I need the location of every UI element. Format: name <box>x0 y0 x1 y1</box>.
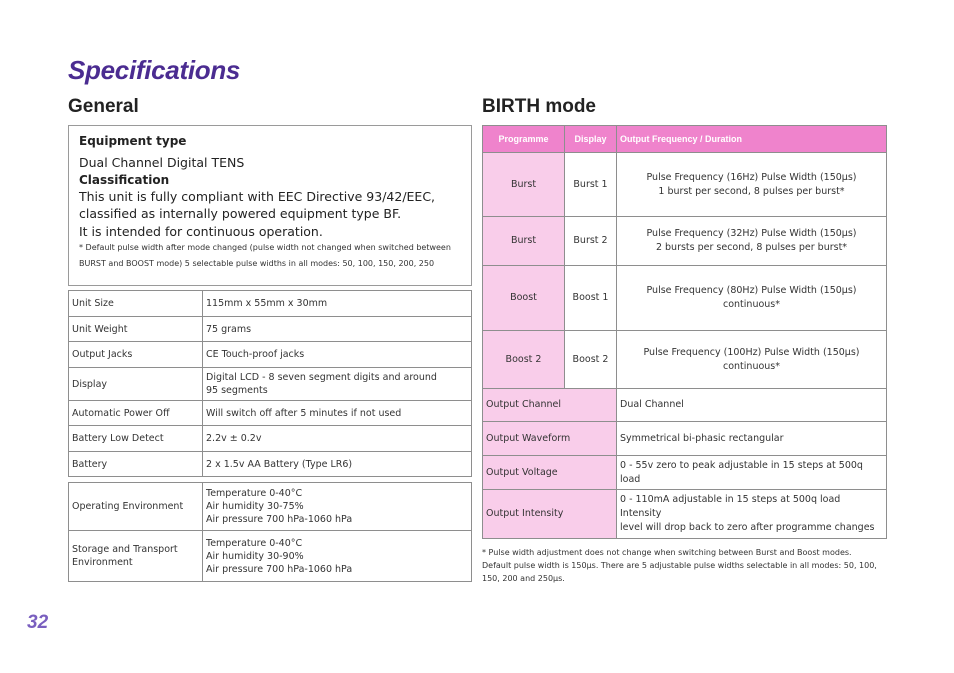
output-value: Dual Channel <box>617 389 887 422</box>
environment-table <box>68 482 472 582</box>
table-row <box>69 531 472 582</box>
classification-heading: Classification <box>79 172 170 187</box>
spec-label: Battery <box>69 452 203 477</box>
spec-label: Automatic Power Off <box>69 401 203 426</box>
spec-value: 2 x 1.5v AA Battery (Type LR6) <box>203 452 472 477</box>
header-output: Output Frequency / Duration <box>617 126 887 153</box>
header-display: Display <box>565 126 617 153</box>
output-cell <box>617 331 887 389</box>
output-line: continuous* <box>723 299 780 310</box>
env-value <box>203 531 472 582</box>
output-value-line: level will drop back to zero after programme changes <box>620 522 875 533</box>
table-row <box>69 368 472 401</box>
output-value <box>617 490 887 539</box>
output-line: 1 burst per second, 8 pulses per burst* <box>658 185 845 197</box>
birth-footnote <box>482 546 886 585</box>
footnote-line: 150, 200 and 250µs. <box>482 574 565 583</box>
spec-value: 75 grams <box>203 317 472 342</box>
spec-label: Output Jacks <box>69 342 203 368</box>
table-row <box>69 317 472 342</box>
spec-label: Unit Weight <box>69 317 203 342</box>
output-cell <box>617 266 887 331</box>
table-row <box>69 401 472 426</box>
spec-value: Will switch off after 5 minutes if not used <box>203 401 472 426</box>
output-line: continuous* <box>723 360 780 372</box>
general-heading: General <box>68 96 139 117</box>
output-label: Output Voltage <box>483 456 617 490</box>
footnote-line: Default pulse width is 150µs. There are 5 adjustable pulse widths selectable in all modes: 50, 100, <box>482 561 877 570</box>
table-row <box>69 426 472 452</box>
table-row <box>483 490 887 539</box>
output-value-line: 0 - 110mA adjustable in 15 steps at 500q load Intensity <box>620 494 841 519</box>
output-value: Symmetrical bi-phasic rectangular <box>617 422 887 456</box>
env-label <box>69 531 203 582</box>
page-title: Specifications <box>68 55 241 85</box>
equipment-footnote: * Default pulse width after mode changed (pulse width not changed when switched between <box>79 243 451 252</box>
equipment-type-heading: Equipment type <box>79 134 187 148</box>
spec-value: 115mm x 55mm x 30mm <box>203 291 472 317</box>
general-spec-table <box>68 290 472 477</box>
equipment-type-value: Dual Channel Digital TENS <box>79 155 245 170</box>
spec-value: CE Touch-proof jacks <box>203 342 472 368</box>
spec-value: 2.2v ± 0.2v <box>203 426 472 452</box>
table-row <box>483 456 887 490</box>
birth-mode-heading: BIRTH mode <box>482 96 596 117</box>
spec-value <box>203 368 472 401</box>
display-cell: Burst 1 <box>565 153 617 217</box>
display-cell: Boost 2 <box>565 331 617 389</box>
display-cell: Boost 1 <box>565 266 617 331</box>
env-label-line: Storage and Transport <box>72 544 178 555</box>
table-row <box>483 217 887 266</box>
output-label: Output Channel <box>483 389 617 422</box>
footnote-line: * Pulse width adjustment does not change when switching between Burst and Boost modes. <box>482 548 852 557</box>
output-value: 0 - 55v zero to peak adjustable in 15 steps at 500q load <box>617 456 887 490</box>
table-row <box>69 483 472 531</box>
output-line: Pulse Frequency (100Hz) Pulse Width (150µs) <box>643 346 860 358</box>
output-label: Output Intensity <box>483 490 617 539</box>
output-line: 2 bursts per second, 8 pulses per burst* <box>655 242 848 253</box>
spec-label: Unit Size <box>69 291 203 317</box>
output-cell <box>617 153 887 217</box>
equipment-footnote: BURST and BOOST mode) 5 selectable pulse widths in all modes: 50, 100, 150, 200, 250 <box>79 259 435 268</box>
header-programme: Programme <box>483 126 565 153</box>
spec-value-line: 95 segments <box>206 385 268 396</box>
spec-label: Battery Low Detect <box>69 426 203 452</box>
classification-text: It is intended for continuous operation. <box>79 223 323 239</box>
table-row <box>483 331 887 389</box>
env-value-line: Air pressure 700 hPa-1060 hPa <box>206 563 353 575</box>
output-line: Pulse Frequency (16Hz) Pulse Width (150µs) <box>646 171 857 183</box>
display-cell: Burst 2 <box>565 217 617 266</box>
table-row <box>483 389 887 422</box>
table-header-row <box>483 126 887 153</box>
env-value-line: Temperature 0-40°C <box>206 537 303 549</box>
output-line: Pulse Frequency (80Hz) Pulse Width (150µs) <box>646 285 857 296</box>
programme-cell: Boost 2 <box>483 331 565 389</box>
birth-mode-table <box>482 125 887 539</box>
table-row <box>69 452 472 477</box>
env-label <box>69 483 203 531</box>
env-value-line: Air humidity 30-90% <box>206 550 304 562</box>
env-value-line: Air pressure 700 hPa-1060 hPa <box>206 514 353 525</box>
classification-text: This unit is fully compliant with EEC Directive 93/42/EEC, <box>79 188 436 204</box>
env-value-line: Air humidity 30-75% <box>206 501 304 512</box>
table-row <box>69 291 472 317</box>
spec-value-line: Digital LCD - 8 seven segment digits and around <box>206 372 437 383</box>
spec-label: Display <box>69 368 203 401</box>
page-number: 32 <box>27 612 49 633</box>
output-label: Output Waveform <box>483 422 617 456</box>
env-value <box>203 483 472 531</box>
table-row <box>483 422 887 456</box>
env-value-line: Temperature 0-40°C <box>206 488 303 499</box>
env-label-line: Operating Environment <box>72 501 184 512</box>
programme-cell: Burst <box>483 153 565 217</box>
table-row <box>69 342 472 368</box>
env-label-line: Environment <box>72 557 133 568</box>
table-row <box>483 153 887 217</box>
table-row <box>483 266 887 331</box>
programme-cell: Burst <box>483 217 565 266</box>
classification-text: classified as internally powered equipment type BF. <box>79 206 402 221</box>
output-cell <box>617 217 887 266</box>
equipment-box <box>68 125 472 286</box>
programme-cell: Boost <box>483 266 565 331</box>
output-line: Pulse Frequency (32Hz) Pulse Width (150µs) <box>646 228 857 239</box>
